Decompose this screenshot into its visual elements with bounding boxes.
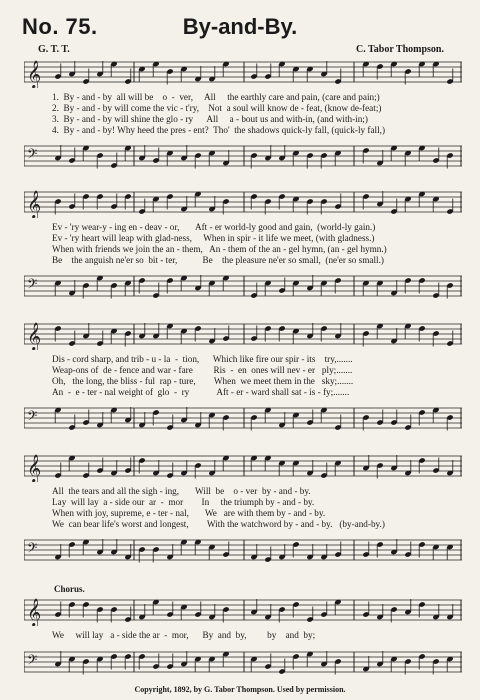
bass-staff-lines — [24, 272, 462, 302]
bass-staff — [24, 536, 462, 560]
bass-clef-icon: 𝄢 — [27, 146, 38, 165]
bass-staff-lines — [24, 404, 462, 434]
lyric-line: Dis - cord sharp, and trib - u - la - tion, Which like fire our spir - its try,....... — [52, 354, 353, 364]
composer-credit: C. Tabor Thompson. — [355, 44, 444, 55]
lyric-line: 1. By - and - by all will be o - ver, All the earthly care and pain, (care and pain;) — [52, 92, 380, 102]
bass-staff — [24, 272, 462, 296]
lyric-line: When with joy, supreme, e - ter - nal, We are with them by - and - by. — [52, 508, 326, 518]
bass-clef-icon: 𝄢 — [27, 540, 38, 559]
music-system-3 — [24, 320, 462, 440]
bass-clef-icon: 𝄢 — [27, 408, 38, 427]
treble-clef-icon: 𝄞 — [27, 322, 42, 350]
bass-staff — [24, 648, 462, 672]
music-system-5 — [24, 586, 462, 686]
treble-staff — [24, 596, 462, 626]
lyric-line: 2. By - and - by will come the vic - t'ry, Not a soul will know de - feat, (know de-feat;) — [52, 103, 382, 113]
hymn-number: No. 75. — [22, 14, 98, 39]
music-system-2 — [24, 188, 462, 308]
lyrics-block — [52, 630, 462, 641]
chorus-label: Chorus. — [54, 584, 85, 594]
lyric-line: 4. By - and - by! Why heed the pres - ent? Tho' the shadows quick-ly fall, (quick-ly fall,) — [52, 125, 385, 135]
treble-staff — [24, 320, 462, 350]
lyric-line: Weap-ons of de - fence and war - fare Ris - en ones will nev - er ply;....... — [52, 365, 353, 375]
treble-staff-lines — [24, 58, 462, 88]
bass-staff-lines — [24, 648, 462, 678]
treble-staff-lines — [24, 596, 462, 626]
lyric-line: All the tears and all the sigh - ing, Will be o - ver by - and - by. — [52, 486, 311, 496]
lyric-line: Lay will lay a - side our ar - mor In the triumph by - and - by. — [52, 497, 315, 507]
treble-clef-icon: 𝄞 — [27, 598, 42, 626]
lyric-line: Oh, the long, the bliss - ful rap - ture, When we meet them in the sky;....... — [52, 376, 354, 386]
lyricist-credit: G. T. T. — [38, 44, 70, 55]
lyric-line: Ev - 'ry heart will leap with glad-ness, When in spir - it life we meet, (with gladness.) — [52, 233, 375, 243]
lyric-line: An - e - ter - nal weight of glo - ry Aft - er - ward shall sat - is - fy;....... — [52, 387, 350, 397]
music-system-4 — [24, 452, 462, 572]
bass-staff — [24, 142, 462, 166]
hymn-title: By-and-By. — [182, 14, 298, 39]
bass-staff — [24, 404, 462, 428]
lyrics-block — [52, 354, 462, 398]
lyric-line: We can bear life's worst and longest, With the watchword by - and - by. (by-and-by.) — [52, 519, 385, 529]
lyrics-block — [52, 92, 462, 136]
treble-staff — [24, 188, 462, 218]
bass-clef-icon: 𝄢 — [27, 652, 38, 671]
bass-clef-icon: 𝄢 — [27, 276, 38, 295]
treble-staff — [24, 58, 462, 88]
lyric-line: Ev - 'ry wear-y - ing en - deav - or, Aft - er world-ly good and gain, (world-ly gain.) — [52, 222, 376, 232]
lyrics-block — [52, 222, 462, 266]
treble-staff-lines — [24, 188, 462, 218]
bass-staff-lines — [24, 142, 462, 172]
treble-staff — [24, 452, 462, 482]
treble-clef-icon: 𝄞 — [27, 454, 42, 482]
lyric-line: When with friends we join the an - them, An - them of the an - gel hymn, (an - gel hymn.) — [52, 244, 387, 254]
treble-staff-lines — [24, 320, 462, 350]
copyright-notice: Copyright, 1892, by G. Tabor Thompson. Used by permission. — [134, 685, 346, 694]
music-system-1 — [24, 58, 462, 178]
bass-staff-lines — [24, 536, 462, 566]
treble-clef-icon: 𝄞 — [27, 60, 42, 88]
lyric-line: We will lay a - side the ar - mor, By and by, by and by; — [52, 630, 316, 640]
treble-staff-lines — [24, 452, 462, 482]
lyrics-block — [52, 486, 462, 530]
lyric-line: 3. By - and - by will shine the glo - ry All a - bout us and with-in, (and with-in;) — [52, 114, 368, 124]
lyric-line: Be the anguish ne'er so bit - ter, Be the pleasure ne'er so small, (ne'er so small.) — [52, 255, 384, 265]
treble-clef-icon: 𝄞 — [27, 190, 42, 218]
